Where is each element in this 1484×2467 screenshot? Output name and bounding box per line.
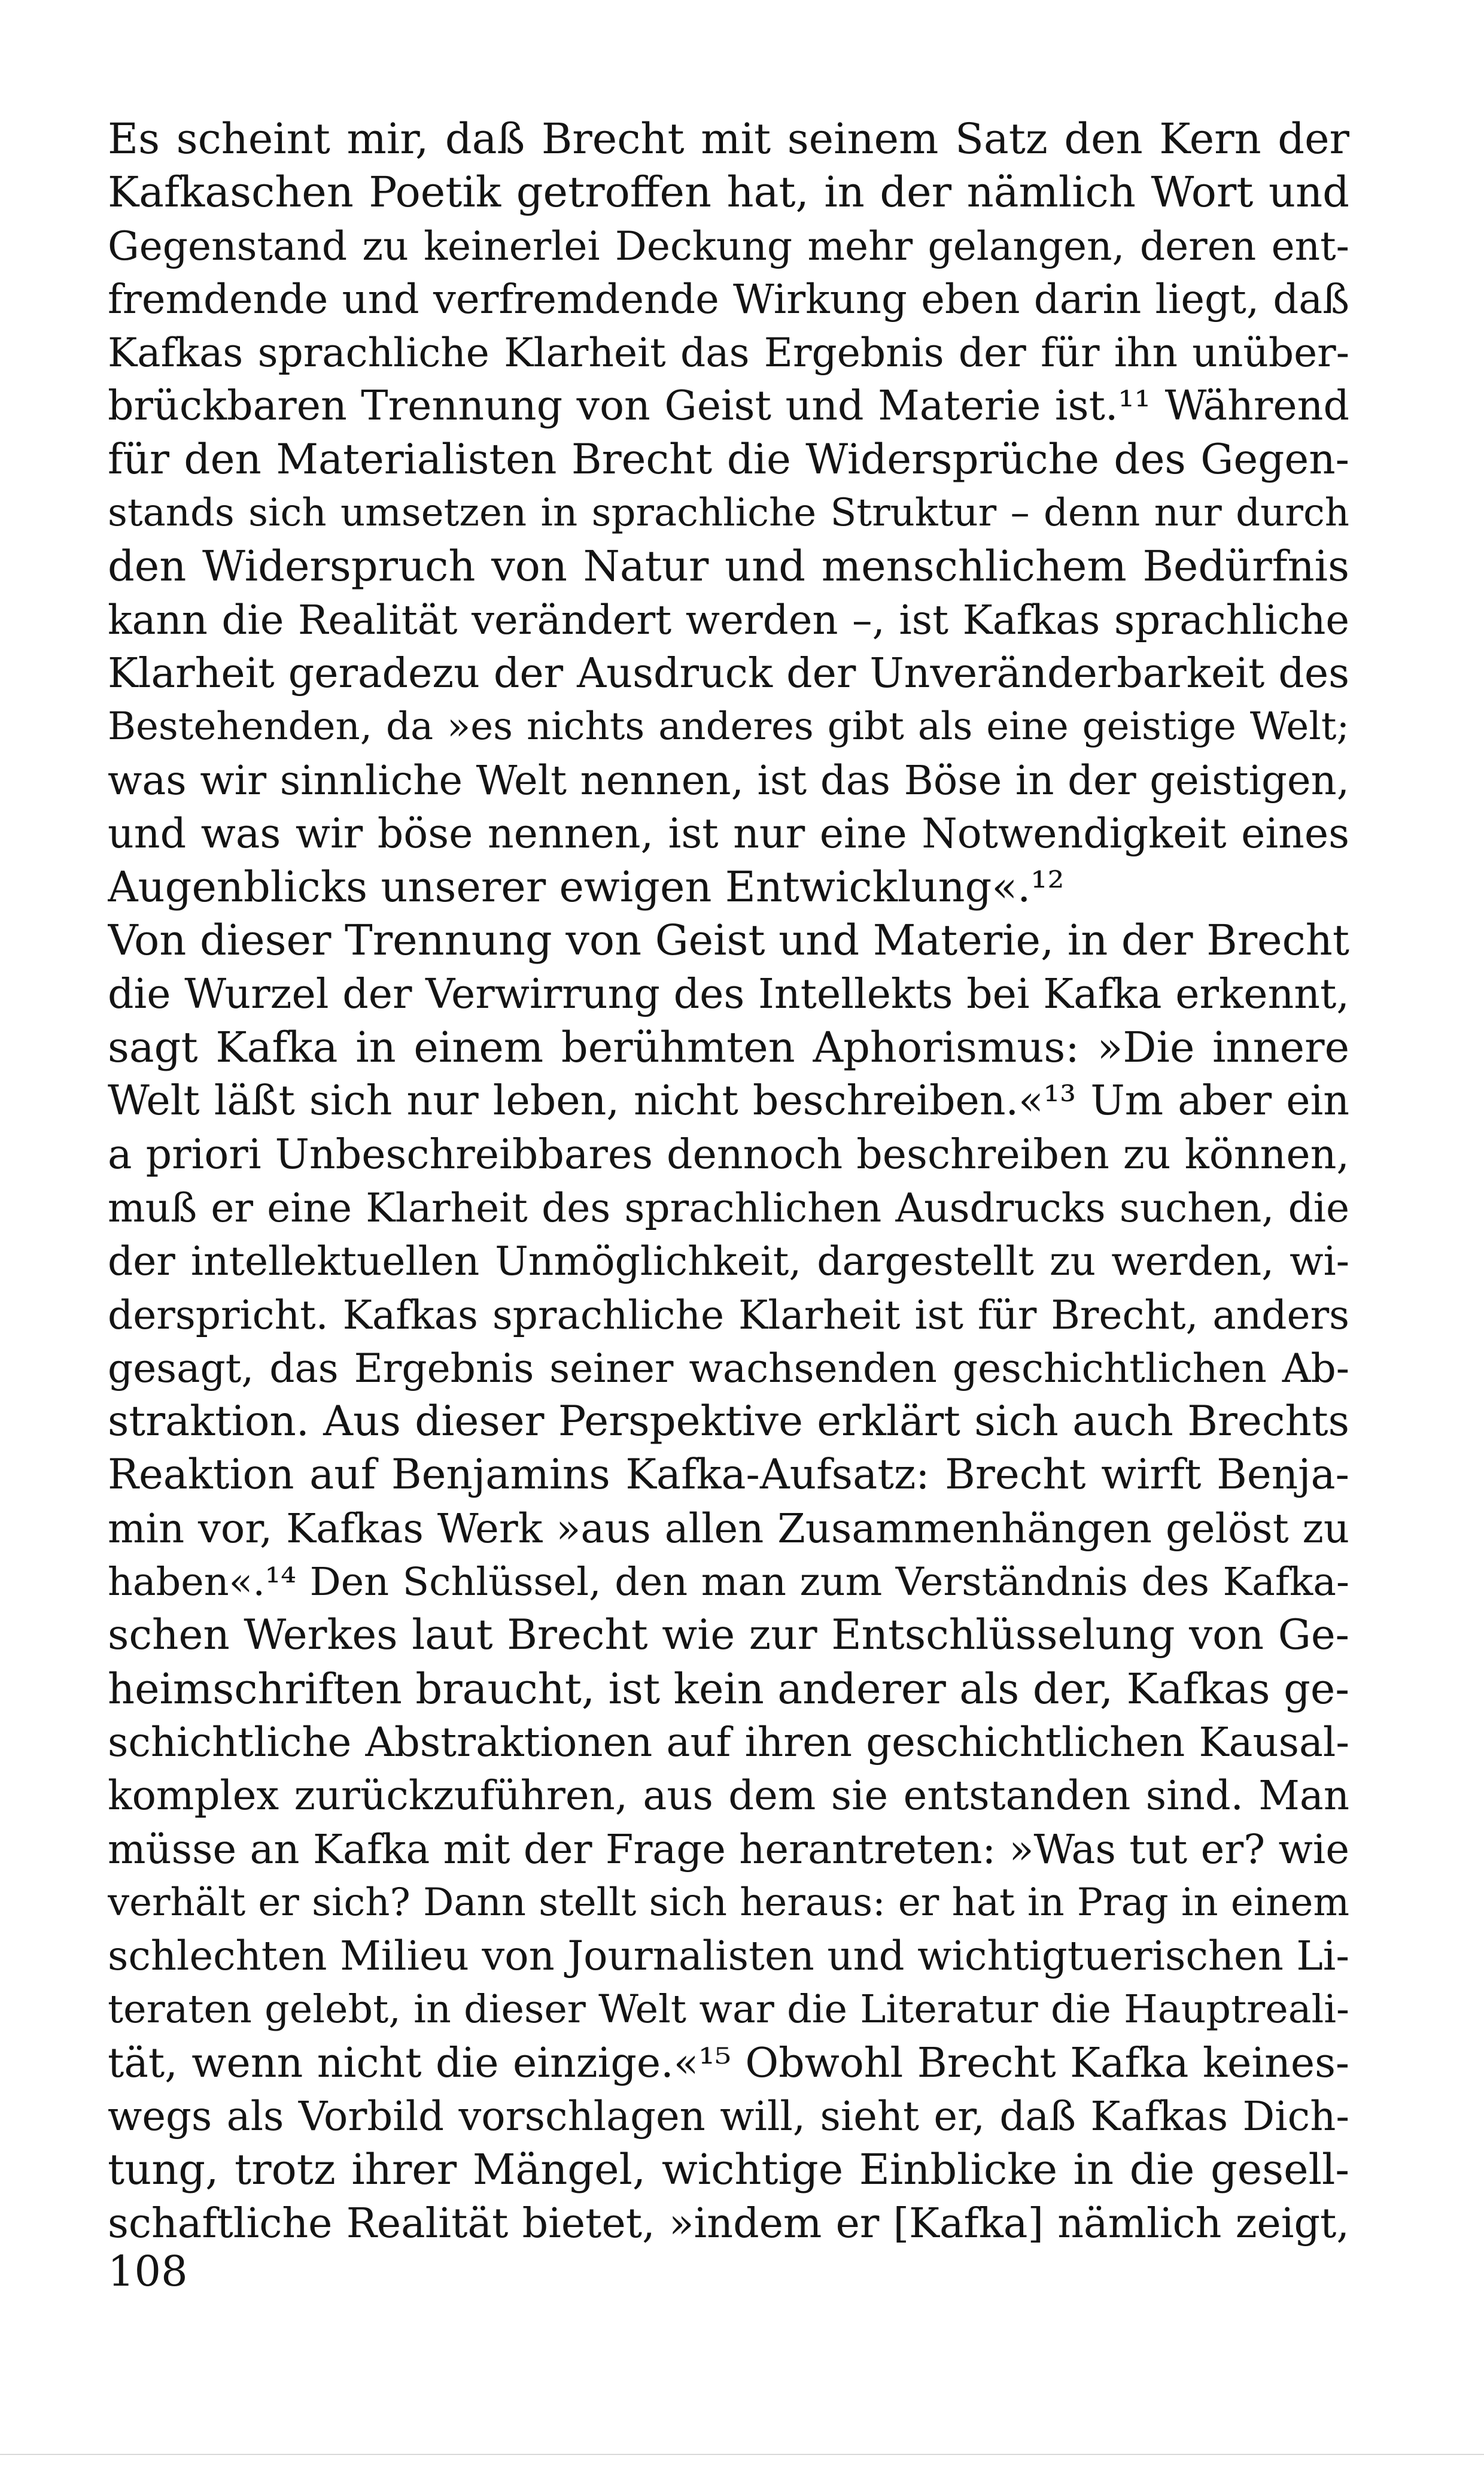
text-line: Gegenstand zu keinerlei Deckung mehr gelangen, deren ent- <box>108 223 1349 269</box>
text-line: haben«.¹⁴ Den Schlüssel, den man zum Verständnis des Kafka- <box>108 1560 1349 1605</box>
text-line: Kafkaschen Poetik getroffen hat, in der nämlich Wort und <box>108 168 1349 217</box>
text-line: Von dieser Trennung von Geist und Materie, in der Brecht <box>108 916 1349 965</box>
text-line: Kafkas sprachliche Klarheit das Ergebnis der für ihn unüber- <box>108 330 1349 376</box>
text-line: fremdende und verfremdende Wirkung eben darin liegt, daß <box>108 275 1349 323</box>
text-line: schlechten Milieu von Journalisten und wichtigtuerischen Li- <box>108 1933 1349 1980</box>
text-line: und was wir böse nennen, ist nur eine Notwendigkeit eines <box>108 810 1349 858</box>
text-line: a priori Unbeschreibbares dennoch beschreiben zu können, <box>108 1131 1349 1178</box>
text-line: Reaktion auf Benjamins Kafka-Aufsatz: Brecht wirft Benja- <box>108 1451 1349 1499</box>
page-number: 108 <box>108 2247 188 2296</box>
text-line: der intellektuellen Unmöglichkeit, dargestellt zu werden, wi- <box>108 1238 1349 1285</box>
text-line: wegs als Vorbild vorschlagen will, sieht er, daß Kafkas Dich- <box>108 2092 1349 2140</box>
text-line: stands sich umsetzen in sprachliche Struktur – denn nur durch <box>108 491 1349 536</box>
body-text <box>108 113 1349 2250</box>
text-line: heimschriften braucht, ist kein anderer als der, Kafkas ge- <box>108 1664 1349 1713</box>
text-line: schaftliche Realität bietet, »indem er [Kafka] nämlich zeigt, <box>108 2199 1349 2247</box>
text-line: schichtliche Abstraktionen auf ihren geschichtlichen Kausal- <box>108 1718 1349 1766</box>
text-line: sagt Kafka in einem berühmten Aphorismus: »Die innere <box>108 1023 1349 1073</box>
text-line: Welt läßt sich nur leben, nicht beschreiben.«¹³ Um aber ein <box>108 1077 1349 1125</box>
text-line: straktion. Aus dieser Perspektive erklärt sich auch Brechts <box>108 1397 1349 1446</box>
text-line: derspricht. Kafkas sprachliche Klarheit ist für Brecht, anders <box>108 1292 1349 1338</box>
text-line: tung, trotz ihrer Mängel, wichtige Einblicke in die gesell- <box>108 2145 1349 2195</box>
text-line: für den Materialisten Brecht die Widersprüche des Gegen- <box>108 435 1349 484</box>
text-line: gesagt, das Ergebnis seiner wachsenden geschichtlichen Ab- <box>108 1345 1349 1392</box>
text-line: verhält er sich? Dann stellt sich heraus: er hat in Prag in einem <box>108 1880 1349 1925</box>
text-line: müsse an Kafka mit der Frage herantreten: »Was tut er? wie <box>108 1825 1349 1873</box>
text-line: min vor, Kafkas Werk »aus allen Zusammenhängen gelöst zu <box>108 1505 1349 1552</box>
text-line: schen Werkes laut Brecht wie zur Entschlüsselung von Ge- <box>108 1611 1349 1660</box>
text-line: komplex zurückzuführen, aus dem sie entstanden sind. Man <box>108 1772 1349 1819</box>
text-line: teraten gelebt, in dieser Welt war die Literatur die Hauptreali- <box>108 1987 1349 2032</box>
text-line: Bestehenden, da »es nichts anderes gibt als eine geistige Welt; <box>108 704 1349 749</box>
text-line: Klarheit geradezu der Ausdruck der Unveränderbarkeit des <box>108 649 1349 697</box>
text-line: Es scheint mir, daß Brecht mit seinem Satz den Kern der <box>108 114 1349 163</box>
page-edge-rule <box>0 2454 1484 2455</box>
text-line: brückbaren Trennung von Geist und Materie ist.¹¹ Während <box>108 382 1349 430</box>
text-line: kann die Realität verändert werden –, ist Kafkas sprachliche <box>108 596 1349 643</box>
text-line: was wir sinnliche Welt nennen, ist das Böse in der geistigen, <box>108 756 1349 804</box>
text-line: tät, wenn nicht die einzige.«¹⁵ Obwohl Brecht Kafka keines- <box>108 2039 1349 2087</box>
text-line: muß er eine Klarheit des sprachlichen Ausdrucks suchen, die <box>108 1184 1349 1231</box>
text-line: die Wurzel der Verwirrung des Intellekts bei Kafka erkennt, <box>108 970 1349 1018</box>
text-line: den Widerspruch von Natur und menschlichem Bedürfnis <box>108 542 1349 591</box>
text-line: Augenblicks unserer ewigen Entwicklung«.¹² <box>108 862 1065 912</box>
